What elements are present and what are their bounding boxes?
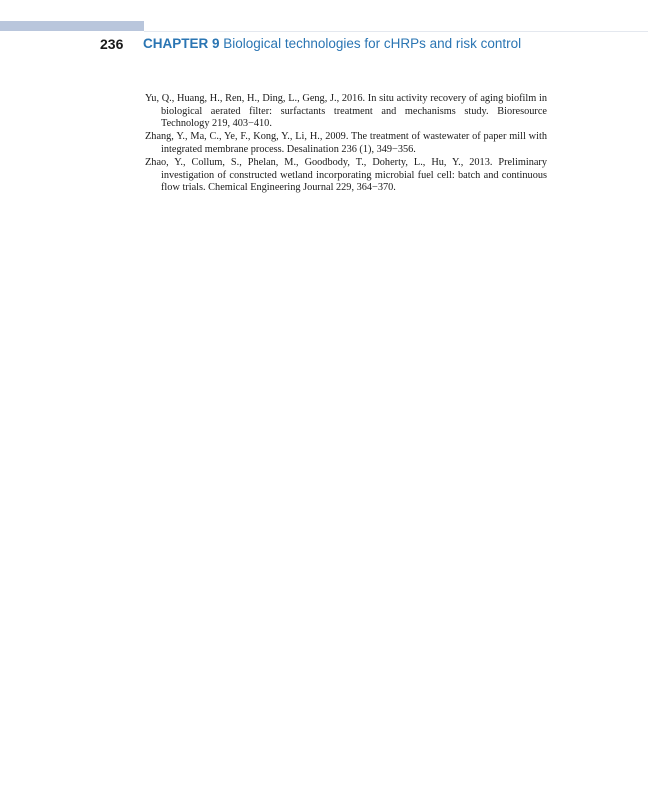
header-accent-bar	[0, 21, 144, 31]
reference-item: Zhao, Y., Collum, S., Phelan, M., Goodbody, T., Doherty, L., Hu, Y., 2013. Preliminary investigation of constructed wetland incorporating microbial fuel cell: batch and continuous flow trials. Chemical Engineering Journal 229, 364−370.	[145, 156, 547, 194]
reference-list	[145, 93, 547, 195]
reference-item: Yu, Q., Huang, H., Ren, H., Ding, L., Geng, J., 2016. In situ activity recovery of aging biofilm in biological aerated filter: surfactants treatment and mechanisms study. Bioresource Technology 219, 403−410.	[145, 93, 547, 130]
page-number: 236	[100, 36, 124, 52]
reference-item: Zhang, Y., Ma, C., Ye, F., Kong, Y., Li, H., 2009. The treatment of wastewater of paper mill with integrated membrane process. Desalination 236 (1), 349−356.	[145, 131, 547, 155]
header-rule	[144, 31, 648, 32]
chapter-heading	[143, 35, 521, 53]
chapter-label: CHAPTER 9	[143, 36, 220, 51]
chapter-title: Biological technologies for cHRPs and risk control	[223, 36, 522, 51]
running-head	[0, 35, 648, 53]
